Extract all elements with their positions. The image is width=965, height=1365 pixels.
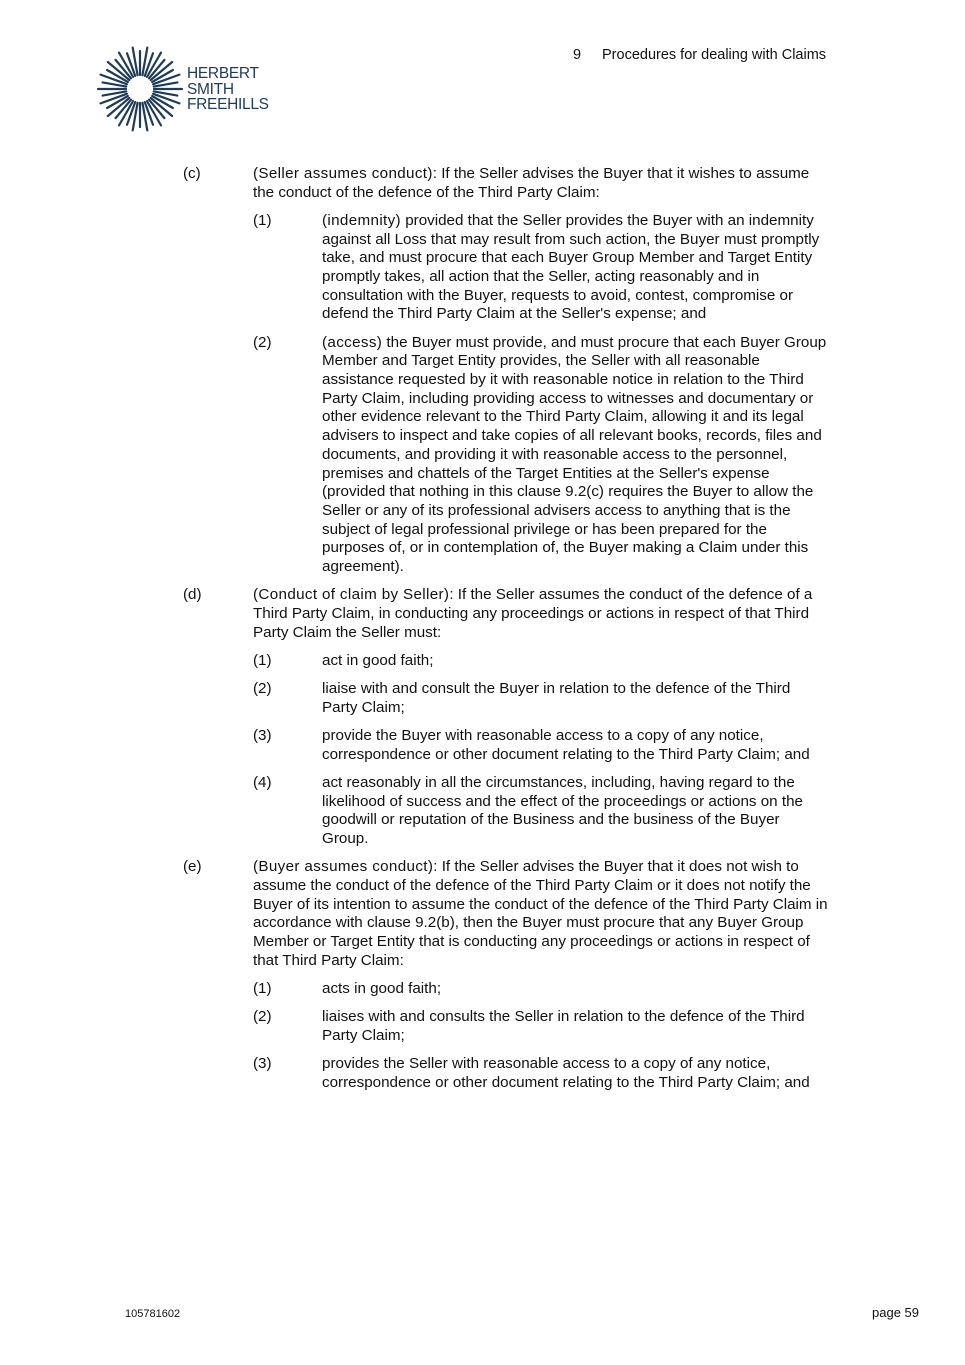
- logo-wordmark: [187, 66, 269, 113]
- clause-label: (e): [183, 858, 202, 876]
- clause-heading: (Buyer assumes conduct): [253, 858, 434, 876]
- subclause-label: (1): [253, 211, 272, 229]
- herbert-smith-freehills-logo: [96, 46, 276, 134]
- subclause-body-text: provided that the Seller provides the Buyer with an indemnity against all Loss that may result from such action, the Buyer must promptly take, and must procure that each Buyer Group Member and Target Entity promptly takes, all action that the Seller, acting reasonably and in consultation with the Buyer, requests to avoid, contest, compromise or defend the Third Party Claim at the Seller's expense; and: [322, 211, 820, 323]
- subclause-text: [322, 774, 829, 849]
- clause-label: (c): [183, 165, 201, 182]
- subclause-text: [322, 1008, 829, 1045]
- subclause-body-text: the Buyer must provide, and must procure that each Buyer Group Member and Target Entity provides, the Seller with all reasonable assistance requested by it with reasonable notice in relation to the Third Party Claim, including providing access to witnesses and documentary or other evidence relevant to the Third Party Claim, allowing it and its legal advisers to inspect and take copies of all relevant books, records, files and documents, and providing it with reasonable access to the personnel, premises and chattels of the Target Entities at the Seller's expense (provided that nothing in this clause 9.2(c) requires the Buyer to allow the Seller or any of its professional advisers access to anything that is the subject of legal professional privilege or has been prepared for the purposes of, or in contemplation of, the Buyer making a Claim under this agreement).: [322, 333, 827, 576]
- subclause-body-text: liaises with and consults the Seller in relation to the defence of the Third Party Claim;: [322, 1008, 805, 1044]
- subclause-text: [322, 1055, 829, 1092]
- subclause-text: [322, 212, 829, 324]
- logo-line-1: HERBERT: [187, 65, 259, 82]
- clause-heading: (Seller assumes conduct): [253, 165, 433, 182]
- subclause-label: (2): [253, 680, 272, 698]
- clause-text: [253, 586, 829, 642]
- subclause-text: [322, 652, 829, 671]
- page-number: page 59: [872, 1305, 919, 1320]
- running-header: [573, 46, 826, 65]
- clause-body: [183, 165, 829, 1102]
- subclause: [253, 334, 829, 577]
- subclause-list: [253, 212, 829, 577]
- clause-paragraph: [183, 165, 829, 577]
- subclause-text: [322, 980, 829, 999]
- clause-paragraph: [183, 858, 829, 1092]
- subclause-label: (2): [253, 1008, 272, 1026]
- subclause-body-text: acts in good faith;: [322, 979, 442, 997]
- subclause-text: [322, 680, 829, 717]
- subclause: [253, 980, 829, 999]
- subclause-text: [322, 334, 829, 577]
- subclause-text: [322, 727, 829, 764]
- clause-text: [253, 165, 829, 202]
- clause-text: [253, 858, 829, 970]
- subclause: [253, 212, 829, 324]
- subclause-heading: (access): [322, 333, 383, 351]
- subclause-heading: (indemnity): [322, 211, 401, 229]
- subclause-label: (1): [253, 651, 272, 669]
- clause-label: (d): [183, 586, 202, 604]
- subclause: [253, 727, 829, 764]
- clause-body-text: : If the Seller assumes the conduct of the defence of a Third Party Claim, in conducting any proceedings or actions in respect of that Third Party Claim the Seller must:: [253, 586, 813, 641]
- clause-paragraph: [183, 586, 829, 848]
- subclause-body-text: provides the Seller with reasonable access to a copy of any notice, correspondence or other document relating to the Third Party Claim; and: [322, 1055, 810, 1091]
- subclause-body-text: act in good faith;: [322, 651, 434, 669]
- subclause-body-text: provide the Buyer with reasonable access to a copy of any notice, correspondence or other document relating to the Third Party Claim; and: [322, 726, 810, 763]
- subclause: [253, 774, 829, 849]
- logo-line-3: FREEHILLS: [187, 96, 269, 113]
- subclause: [253, 680, 829, 717]
- clause-body-text: : If the Seller advises the Buyer that it does not wish to assume the conduct of the defence of the Third Party Claim or it does not notify the Buyer of its intention to assume the conduct of the defence of the Third Party Claim in accordance with clause 9.2(b), then the Buyer must procure that any Buyer Group Member or Target Entity that is conducting any proceedings or actions in respect of that Third Party Claim:: [253, 858, 828, 969]
- header-section-number: 9: [573, 47, 582, 63]
- subclause-label: (4): [253, 773, 272, 791]
- clause-body-text: : If the Seller advises the Buyer that it wishes to assume the conduct of the defence of the Third Party Claim:: [253, 165, 810, 201]
- logo-line-2: SMITH: [187, 80, 234, 98]
- header-section-title: Procedures for dealing with Claims: [602, 47, 827, 63]
- subclause-list: [253, 980, 829, 1093]
- subclause-label: (1): [253, 979, 272, 997]
- sunburst-logo-icon: [96, 46, 186, 134]
- subclause-label: (2): [253, 333, 272, 351]
- subclause-body-text: liaise with and consult the Buyer in relation to the defence of the Third Party Claim;: [322, 680, 791, 716]
- subclause-label: (3): [253, 1055, 272, 1073]
- subclause-body-text: act reasonably in all the circumstances, including, having regard to the likelihood of success and the effect of the proceedings or actions on the goodwill or reputation of the Business and the business of the Buyer Group.: [322, 773, 803, 847]
- clause-heading: (Conduct of claim by Seller): [253, 586, 450, 604]
- subclause: [253, 652, 829, 671]
- subclause-list: [253, 652, 829, 849]
- document-id: 105781602: [125, 1308, 181, 1320]
- subclause: [253, 1008, 829, 1045]
- subclause: [253, 1055, 829, 1092]
- subclause-label: (3): [253, 726, 272, 744]
